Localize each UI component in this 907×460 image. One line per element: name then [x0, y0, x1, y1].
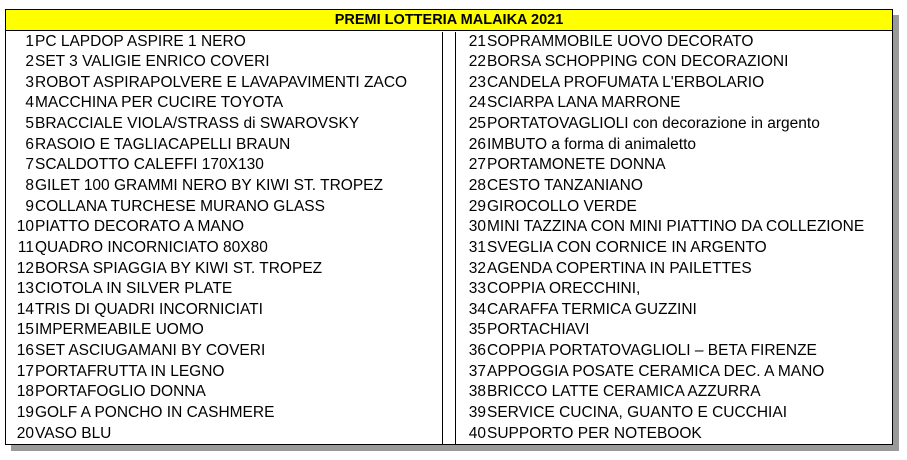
prize-row [6, 52, 442, 73]
prize-description: QUADRO INCORNICIATO 80X80 [35, 238, 268, 256]
prize-description: CIOTOLA IN SILVER PLATE [35, 280, 233, 298]
prize-number: 14 [16, 300, 34, 318]
prize-row [456, 155, 893, 176]
prize-number: 39 [468, 404, 486, 422]
prize-number: 31 [468, 238, 486, 256]
prize-row [456, 114, 893, 135]
prize-row [6, 197, 442, 218]
prize-number: 1 [25, 32, 34, 50]
prize-number: 20 [16, 424, 34, 442]
prize-number: 35 [468, 321, 486, 339]
prize-column-right [455, 32, 893, 445]
prize-row [456, 176, 893, 197]
prize-description: CESTO TANZANIANO [487, 176, 643, 194]
prize-number: 25 [468, 115, 486, 133]
prize-row [6, 382, 442, 403]
prize-description: PORTAFRUTTA IN LEGNO [35, 362, 225, 380]
prize-sheet [5, 9, 893, 445]
prize-description: BORSA SCHOPPING CON DECORAZIONI [487, 53, 789, 71]
prize-number: 11 [17, 238, 34, 256]
prize-number: 22 [468, 53, 486, 71]
prize-number: 38 [468, 383, 486, 401]
prize-row [6, 259, 442, 280]
prize-description: BRICCO LATTE CERAMICA AZZURRA [487, 383, 761, 401]
prize-description: CANDELA PROFUMATA L'ERBOLARIO [487, 73, 765, 91]
prize-description: RASOIO E TAGLIACAPELLI BRAUN [35, 135, 291, 153]
prize-number: 23 [468, 73, 486, 91]
prize-number: 7 [25, 156, 34, 174]
prize-description: AGENDA COPERTINA IN PAILETTES [487, 259, 752, 277]
prize-description: IMBUTO a forma di animaletto [487, 135, 697, 153]
prize-number: 16 [16, 342, 34, 360]
prize-row [456, 73, 893, 94]
prize-row [6, 238, 442, 259]
prize-description: SCALDOTTO CALEFFI 170X130 [35, 156, 264, 174]
prize-number: 33 [468, 280, 486, 298]
prize-row [456, 135, 893, 156]
prize-row [6, 320, 442, 341]
prize-column-left [6, 32, 443, 445]
prize-description: PORTAFOGLIO DONNA [35, 383, 206, 401]
prize-description: PORTAMONETE DONNA [487, 156, 666, 174]
prize-number: 8 [25, 176, 34, 194]
prize-description: SUPPORTO PER NOTEBOOK [487, 424, 702, 442]
prize-row [6, 403, 442, 424]
prize-row [6, 176, 442, 197]
prize-description: PIATTO DECORATO A MANO [35, 218, 245, 236]
prize-row [6, 279, 442, 300]
prize-description: SET 3 VALIGIE ENRICO COVERI [35, 53, 270, 71]
prize-description: APPOGGIA POSATE CERAMICA DEC. A MANO [487, 362, 825, 380]
prize-description: GILET 100 GRAMMI NERO BY KIWI ST. TROPEZ [35, 176, 383, 194]
prize-description: BRACCIALE VIOLA/STRASS di SWAROVSKY [35, 115, 360, 133]
prize-row [6, 114, 442, 135]
prize-number: 37 [468, 362, 486, 380]
prize-row [6, 424, 442, 445]
prize-number: 30 [468, 218, 486, 236]
prize-row [6, 93, 442, 114]
prize-number: 10 [16, 218, 34, 236]
prize-number: 12 [16, 259, 34, 277]
prize-row [456, 341, 893, 362]
prize-number: 29 [468, 197, 486, 215]
prize-number: 28 [468, 176, 486, 194]
prize-number: 9 [25, 197, 34, 215]
prize-number: 5 [25, 115, 34, 133]
prize-number: 26 [468, 135, 486, 153]
prize-row [6, 155, 442, 176]
prize-number: 40 [468, 424, 486, 442]
prize-description: COLLANA TURCHESE MURANO GLASS [35, 197, 325, 215]
sheet-title: PREMI LOTTERIA MALAIKA 2021 [6, 10, 892, 31]
prize-number: 18 [16, 383, 34, 401]
prize-number: 19 [16, 404, 34, 422]
prize-row [456, 259, 893, 280]
prize-row [6, 135, 442, 156]
prize-row [456, 279, 893, 300]
prize-description: MACCHINA PER CUCIRE TOYOTA [35, 94, 284, 112]
prize-row [6, 217, 442, 238]
prize-number: 24 [468, 94, 486, 112]
prize-row [456, 197, 893, 218]
prize-row [6, 73, 442, 94]
prize-row [456, 300, 893, 321]
prize-row [456, 320, 893, 341]
prize-description: MINI TAZZINA CON MINI PIATTINO DA COLLEZIONE [487, 218, 865, 236]
prize-description: ROBOT ASPIRAPOLVERE E LAVAPAVIMENTI ZACO [35, 73, 408, 91]
prize-description: BORSA SPIAGGIA BY KIWI ST. TROPEZ [35, 259, 323, 277]
prize-row [456, 382, 893, 403]
prize-number: 27 [468, 156, 486, 174]
prize-description: SCIARPA LANA MARRONE [487, 94, 681, 112]
prize-number: 3 [25, 73, 34, 91]
prize-number: 36 [468, 342, 486, 360]
prize-number: 21 [468, 32, 486, 50]
prize-description: IMPERMEABILE UOMO [35, 321, 204, 339]
prize-number: 17 [16, 362, 34, 380]
prize-row [456, 362, 893, 383]
prize-number: 13 [16, 280, 34, 298]
prize-number: 32 [468, 259, 486, 277]
prize-row [6, 300, 442, 321]
prize-description: SET ASCIUGAMANI BY COVERI [35, 342, 266, 360]
prize-description: CARAFFA TERMICA GUZZINI [487, 300, 697, 318]
prize-description: PC LAPDOP ASPIRE 1 NERO [35, 32, 246, 50]
prize-number: 2 [25, 53, 34, 71]
prize-description: VASO BLU [35, 424, 112, 442]
prize-description: SOPRAMMOBILE UOVO DECORATO [487, 32, 754, 50]
prize-row [456, 52, 893, 73]
prize-description: SERVICE CUCINA, GUANTO E CUCCHIAI [487, 404, 788, 422]
prize-row [456, 217, 893, 238]
prize-number: 4 [25, 94, 34, 112]
prize-number: 15 [16, 321, 34, 339]
prize-row [456, 403, 893, 424]
prize-row [6, 341, 442, 362]
prize-number: 6 [25, 135, 34, 153]
prize-row [456, 93, 893, 114]
prize-description: COPPIA ORECCHINI, [487, 280, 641, 298]
prize-description: GIROCOLLO VERDE [487, 197, 637, 215]
prize-description: PORTATOVAGLIOLI con decorazione in argento [487, 115, 820, 133]
prize-description: PORTACHIAVI [487, 321, 590, 339]
prize-number: 34 [468, 300, 486, 318]
prize-description: COPPIA PORTATOVAGLIOLI – BETA FIRENZE [487, 342, 817, 360]
prize-description: SVEGLIA CON CORNICE IN ARGENTO [487, 238, 767, 256]
prize-row [456, 32, 893, 53]
prize-row [6, 32, 442, 53]
prize-row [456, 238, 893, 259]
prize-description: TRIS DI QUADRI INCORNICIATI [35, 300, 263, 318]
prize-description: GOLF A PONCHO IN CASHMERE [35, 404, 275, 422]
prize-row [456, 424, 893, 445]
prize-row [6, 362, 442, 383]
